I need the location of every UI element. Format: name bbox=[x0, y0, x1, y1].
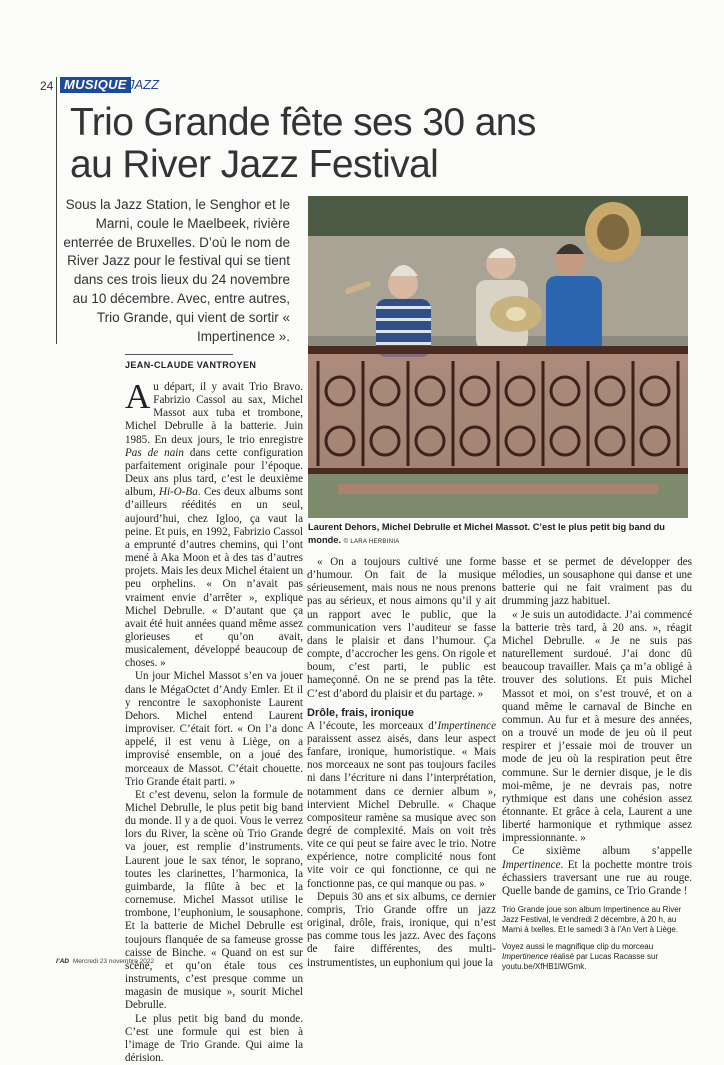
text-run: A l’écoute, les morceaux d’ bbox=[307, 720, 437, 732]
album-title: Impertinence bbox=[502, 859, 561, 871]
photo-credit: © LARA HERBINIA bbox=[344, 539, 400, 545]
band-photo-illustration bbox=[308, 196, 688, 518]
paragraph bbox=[125, 381, 303, 670]
album-title: Pas de nain bbox=[125, 447, 184, 459]
album-title: Hi-O-Ba bbox=[159, 486, 198, 498]
band-photo bbox=[308, 196, 688, 518]
publication-name: l’AD bbox=[56, 958, 69, 965]
text-run: dans cette configuration parfaitement originale pour l’époque. Deux ans plus tard, c’est le deuxième album, bbox=[125, 447, 303, 498]
text-run: Voyez aussi le magnifique clip du morceau bbox=[502, 942, 653, 951]
paragraph: « On a toujours cultivé une forme d’humour. On fait de la musique sérieusement, mais nous ne nous prenons pas au sérieux, et nous aimons qu’il y ait un rapport avec le public, que la communication vers l’auditeur se fasse dans le plaisir et dans l’humour. Ça compte, d’accrocher les gens. On rigole et boum, c’est parti, le public est hameçonné. On ne se prend pas la tête. C’est d’abord du plaisir et du partage. » bbox=[307, 556, 496, 701]
section-subtitle: JAZZ bbox=[128, 77, 159, 93]
headline-line-1: Trio Grande fête ses 30 ans bbox=[70, 101, 536, 144]
album-title: Impertinence bbox=[502, 952, 548, 961]
text-run: réalisé par Lucas Racasse sur youtu.be/XfHB1lWGmk. bbox=[502, 952, 658, 971]
paragraph: basse et se permet de développer des mélodies, un sousaphone qui danse et une batterie qui ne fait vraiment pas du drumming jazz habituel. bbox=[502, 556, 692, 609]
paragraph: Et c’est devenu, selon la formule de Michel Debrulle, le plus petit big band du monde. Il y a de quoi. Vous le verrez lors du River, la scène où Trio Grande va jouer, est remplie d’instruments. Laurent joue le sax ténor, le soprano, toutes les clarinettes, l’harmonica, la guimbarde, la flûte à bec et la cornemuse. Michel Massot utilise le trombone, l’euphonium, le sousaphone. Et la batterie de Michel Debrulle est toujours flanquée de sa fameuse grosse caisse de Binche. « Quand on est sur scène, et qu’on étale tous ces instruments, c’est presque comme un magasin de musique », sourit Michel Debrulle. bbox=[125, 789, 303, 1013]
intro-paragraph: Sous la Jazz Station, le Senghor et le Marni, coule le Maelbeek, rivière enterrée de Bruxelles. D’où le nom de River Jazz pour le festival qui se tient dans ces trois lieux du 24 novembre au 10 décembre. Avec, entre autres, Trio Grande, qui vient de sortir « Impertinence ». bbox=[62, 196, 290, 346]
text-run: . Ces deux albums sont d’ailleurs réédités en un seul, aujourd’hui, chez Igloo, ça vaut la peine. Et puis, en 1992, Fabrizio Cassol a emprunté d’autres chemins, qui l’ont mené à Aka Moon et à des tas d’autres projets. Mais les deux Michel étaient un peu orphelins. « On n’avait pas vraiment envie d’arrêter », explique Michel Debrulle. « D’autant que ça avait été huit années quand même assez glorieuses et qu’on avait, musicalement, développé beaucoup de choses. » bbox=[125, 486, 303, 669]
article-column-3 bbox=[502, 556, 692, 972]
paragraph: Depuis 30 ans et six albums, ce dernier compris, Trio Grande offre un jazz original, drôle, frais, ironique, qui n’est pas comme tous les jazz. Avec des façons de faire différentes, des multi-instrumentistes, un euphonium qui joue la bbox=[307, 891, 496, 970]
publication-date: Mercredi 23 novembre 2022 bbox=[73, 958, 154, 965]
section-tag: MUSIQUE bbox=[60, 77, 131, 93]
paragraph bbox=[502, 845, 692, 898]
headline bbox=[70, 102, 670, 186]
text-run: u départ, il y avait Trio Bravo. Fabrizio Cassol au sax, Michel Massot aux tuba et trombone, Michel Debrulle à la batterie. Juin 1985. En deux jours, le trio enregistre bbox=[125, 381, 303, 446]
photo-caption bbox=[308, 521, 692, 548]
paragraph: Un jour Michel Massot s’en va jouer dans le MégaOctet d’Andy Emler. Et il y rencontre le saxophoniste Laurent Dehors. Michel entend Laurent improviser. C’était fort. « On l’a donc appelé, il est venu à Liège, on a improvisé ensemble, on a joué des morceaux de Massot. C’était chouette. Trio Grande était parti. » bbox=[125, 670, 303, 788]
album-title: Impertinence bbox=[437, 720, 496, 732]
article-column-1 bbox=[125, 381, 303, 971]
text-run: . Et la pochette montre trois échassiers traversant une rue au rouge. Quelle bande de gamins, ce Trio Grande ! bbox=[502, 859, 692, 897]
article-column-2 bbox=[307, 556, 496, 970]
text-run: Ce sixième album s’appelle bbox=[512, 845, 692, 857]
text-run: paraissent assez aisés, dans leur aspect fanfare, ironique, humoristique. « Mais nos morceaux ne sont pas toujours faciles ni dans l’écriture ni dans l’interprétation, notamment dans ce dernier album », intervient Michel Debrulle. « Chaque compositeur ramène sa musique avec son degré de complexité. Mais on voit très vite ce qui peut se faire avec le trio. Notre expérience, notre complicité nous font vite voir ce qui fonctionne, ce qui ne fonctionne pas, ce qui manque ou pas. » bbox=[307, 733, 496, 890]
page-number: 24 bbox=[40, 79, 53, 93]
page-footer bbox=[56, 958, 154, 965]
author-rule bbox=[125, 354, 233, 355]
paragraph: Le plus petit big band du monde. C’est une formule qui est bien à l’image de Trio Grande. Qui aime la dérision. bbox=[125, 1013, 303, 1065]
video-note bbox=[502, 942, 692, 972]
headline-line-2: au River Jazz Festival bbox=[70, 143, 438, 186]
event-note: Trio Grande joue son album Impertinence au River Jazz Festival, le vendredi 2 décembre, à 20 h, au Marni à Ixelles. Et le samedi 3 à l’An Vert à Liège. bbox=[502, 905, 692, 935]
paragraph bbox=[307, 720, 496, 891]
paragraph: « Je suis un autodidacte. J’ai commencé la batterie très tard, à 20 ans. », réagit Michel Debrulle. « Je ne suis pas naturellement surdoué. J’ai donc dû beaucoup travailler. Mais ça m’a obligé à trouver des solutions. Et puis Michel Massot et moi, on s’est trouvé, et on a quand même le carnaval de Binche en commun. Au fur et à mesure des années, on a trouvé un mode de jeu où il peut respirer et j’essaie moi de trouver un mode de jeu où la respiration peut être commune. Sur le dernier disque, je le dis moi-même, je ne devrais pas, notre rythmique est dans une cohésion assez étonnante. Et grâce à cela, Laurent a une liberté harmonique et rythmique assez impressionnante. » bbox=[502, 609, 692, 846]
author-byline: JEAN-CLAUDE VANTROYEN bbox=[125, 360, 256, 370]
iron-railing bbox=[308, 346, 688, 474]
drop-cap: A bbox=[125, 383, 153, 410]
vertical-rule bbox=[56, 77, 57, 344]
subheading: Drôle, frais, ironique bbox=[307, 706, 496, 720]
caption-text: Laurent Dehors, Michel Debrulle et Michel Massot. C’est le plus petit big band du monde. bbox=[308, 522, 665, 545]
